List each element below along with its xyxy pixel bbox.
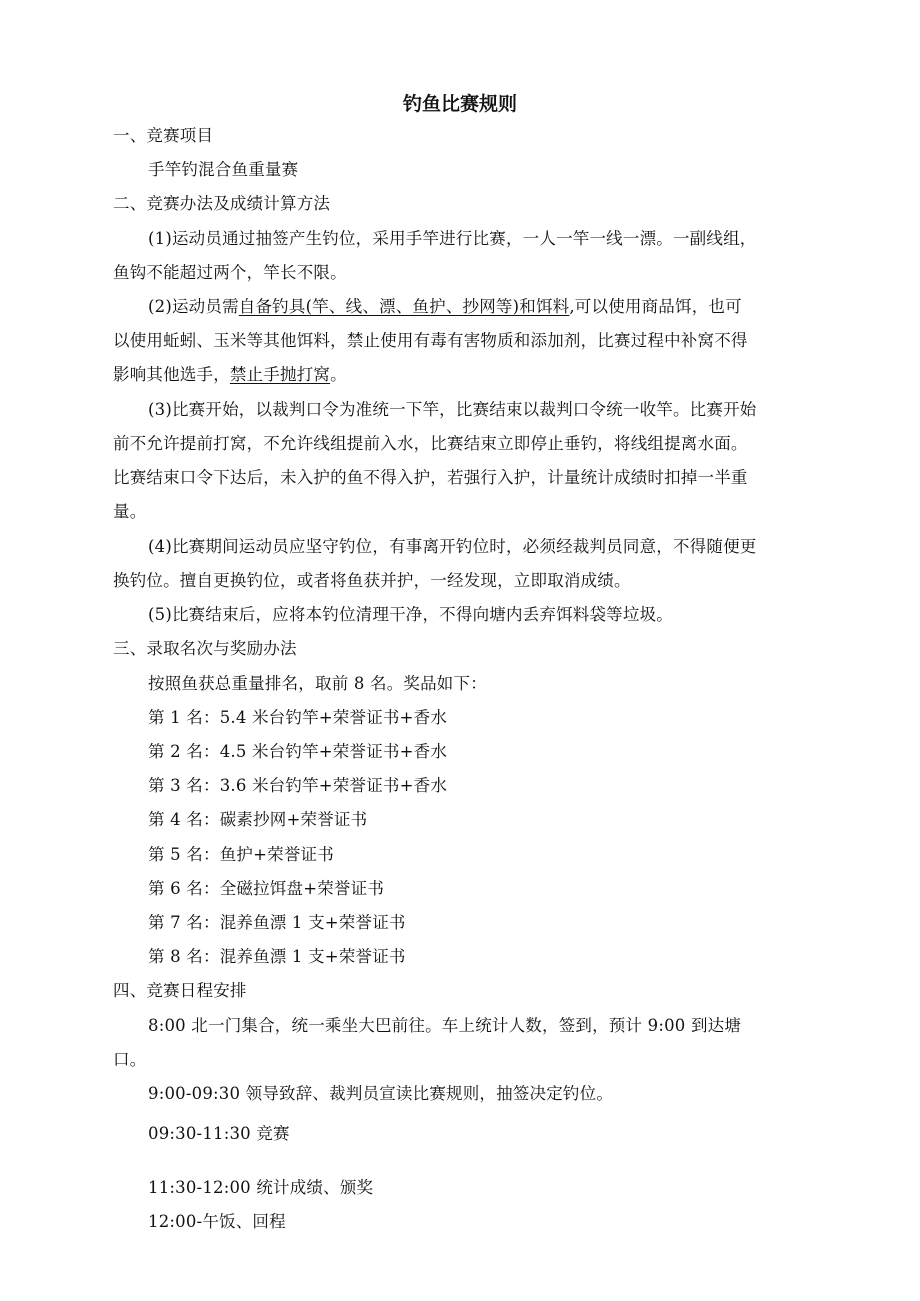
section-heading-3: 三、录取名次与奖励办法 xyxy=(113,639,297,658)
schedule-4: 11:30-12:00 统计成绩、颁奖 xyxy=(148,1178,374,1197)
rule-2-text: 影响其他选手， xyxy=(113,365,230,384)
rule-5-line-1: (5)比赛结束后，应将本钓位清理干净，不得向塘内丢弃饵料袋等垃圾。 xyxy=(148,605,673,624)
section-heading-4: 四、竞赛日程安排 xyxy=(113,981,247,1000)
rule-1-line-2: 鱼钩不能超过两个，竿长不限。 xyxy=(113,263,347,282)
schedule-1-line-1: 8:00 北一门集合，统一乘坐大巴前往。车上统计人数，签到，预计 9:00 到达塘 xyxy=(148,1016,742,1035)
prize-item: 第 6 名：全磁拉饵盘+荣誉证书 xyxy=(148,879,385,898)
rule-3-line-4: 量。 xyxy=(113,502,147,521)
rule-4-line-2: 换钓位。擅自更换钓位，或者将鱼获并护，一经发现，立即取消成绩。 xyxy=(113,571,631,590)
rule-2-line-1 xyxy=(148,295,742,319)
rule-1-line-1: (1)运动员通过抽签产生钓位，采用手竿进行比赛，一人一竿一线一漂。一副线组， xyxy=(148,229,757,248)
prize-item: 第 2 名：4.5 米台钓竿+荣誉证书+香水 xyxy=(148,742,448,761)
rule-2-underlined-equipment: 自备钓具(竿、线、漂、鱼护、抄网等)和饵料 xyxy=(238,297,570,316)
rule-2-underlined-prohibition: 禁止手抛打窝 xyxy=(229,365,331,384)
rule-2-text: 。 xyxy=(330,365,347,384)
document-title: 钓鱼比赛规则 xyxy=(402,93,517,115)
schedule-5: 12:00-午饭、回程 xyxy=(148,1212,286,1231)
prize-item: 第 5 名：鱼护+荣誉证书 xyxy=(148,845,334,864)
rule-2-text: ,可以使用商品饵，也可 xyxy=(569,297,742,316)
rule-3-line-1: (3)比赛开始，以裁判口令为准统一下竿，比赛结束以裁判口令统一收竿。比赛开始 xyxy=(148,400,757,419)
schedule-1-line-2: 口。 xyxy=(113,1050,147,1069)
prize-item: 第 4 名：碳素抄网+荣誉证书 xyxy=(148,810,368,829)
section-heading-1: 一、竞赛项目 xyxy=(113,126,214,145)
schedule-2: 9:00-09:30 领导致辞、裁判员宣读比赛规则，抽签决定钓位。 xyxy=(148,1084,614,1103)
competition-item: 手竿钓混合鱼重量赛 xyxy=(148,160,299,179)
prize-item: 第 3 名：3.6 米台钓竿+荣誉证书+香水 xyxy=(148,776,448,795)
prize-item: 第 8 名：混养鱼漂 1 支+荣誉证书 xyxy=(148,947,406,966)
prize-item: 第 1 名：5.4 米台钓竿+荣誉证书+香水 xyxy=(148,708,448,727)
prize-item: 第 7 名：混养鱼漂 1 支+荣誉证书 xyxy=(148,913,406,932)
rule-2-text: (2)运动员需 xyxy=(148,297,239,316)
section-heading-2: 二、竞赛办法及成绩计算方法 xyxy=(113,194,331,213)
rule-2-line-3 xyxy=(113,363,347,387)
rule-2-line-2: 以使用蚯蚓、玉米等其他饵料，禁止使用有毒有害物质和添加剂，比赛过程中补窝不得 xyxy=(113,331,748,350)
rule-3-line-2: 前不允许提前打窝，不允许线组提前入水，比赛结束立即停止垂钓，将线组提离水面。 xyxy=(113,434,748,453)
schedule-3: 09:30-11:30 竞赛 xyxy=(148,1124,290,1143)
rule-3-line-3: 比赛结束口令下达后，未入护的鱼不得入护，若强行入护，计量统计成绩时扣掉一半重 xyxy=(113,468,748,487)
rule-4-line-1: (4)比赛期间运动员应坚守钓位，有事离开钓位时，必须经裁判员同意，不得随便更 xyxy=(148,537,757,556)
prize-intro: 按照鱼获总重量排名，取前 8 名。奖品如下： xyxy=(148,674,487,693)
